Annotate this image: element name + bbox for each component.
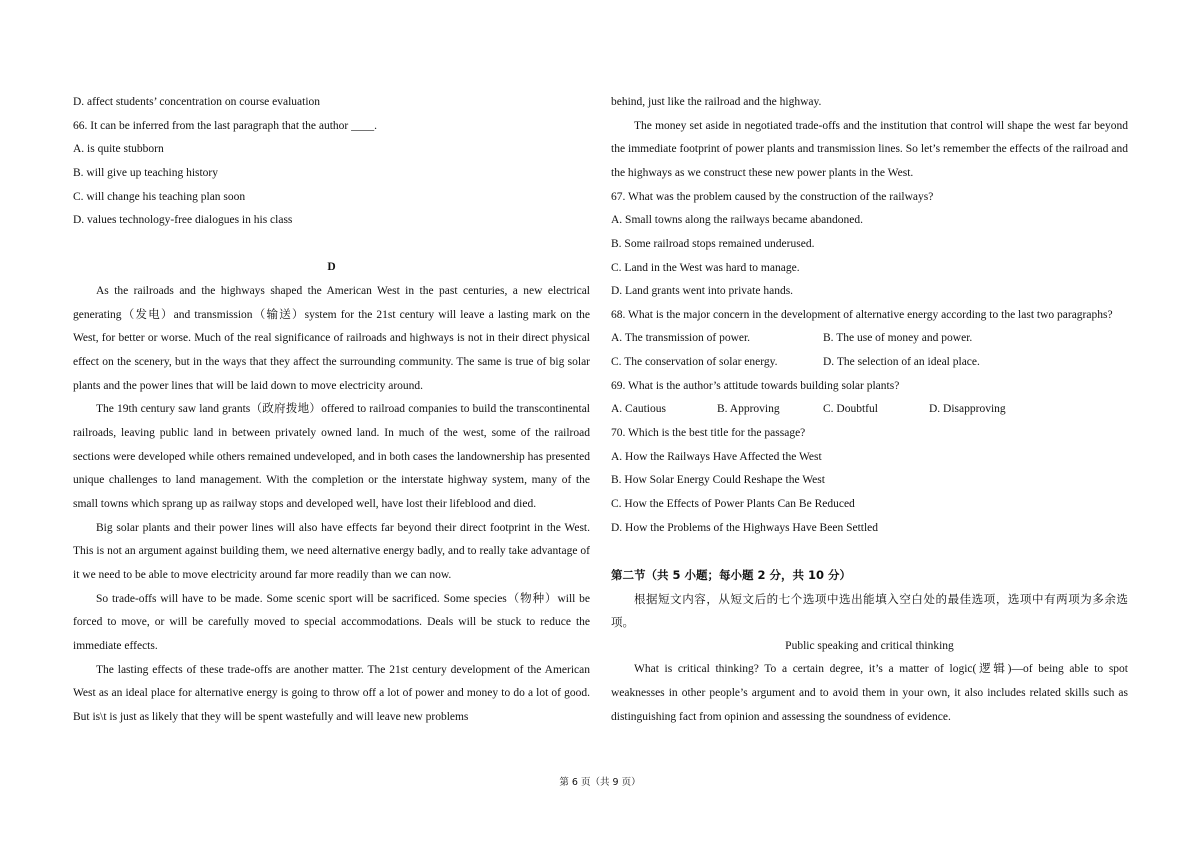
passage-title: Public speaking and critical thinking (785, 639, 954, 652)
passage-letter: D (327, 261, 336, 274)
q70-option-b: B. How Solar Energy Could Reshape the West (611, 474, 825, 487)
q66-stem: 66. It can be inferred from the last paragraph that the author ____. (73, 119, 377, 132)
q68-options-row-2 (611, 351, 1128, 375)
section-2-instruction: 根据短文内容，从短文后的七个选项中选出能填入空白处的最佳选项，选项中有两项为多余选项。 (611, 591, 1128, 630)
q70-option-c: C. How the Effects of Power Plants Can Be Reduced (611, 497, 855, 510)
q66-option-a: A. is quite stubborn (73, 143, 164, 156)
q67-stem: 67. What was the problem caused by the construction of the railways? (611, 190, 934, 203)
passage-paragraph-2: The 19th century saw land grants（政府拨地）offered to railroad companies to build the transcontinental railroads, leaving public land in between privately owned land. In much of the west, some of the railroad sections were developed while others remained undeveloped, and in both cases the landownership has presented unique challenges to land management. With the completion or the interstate highway system, many of the small towns which sprang up as railway stops and developed well, have lost their lifeblood and died. (73, 403, 590, 511)
q69-option-d: D. Disapproving (929, 403, 1006, 416)
passage-paragraph-3: Big solar plants and their power lines will also have effects far beyond their direct footprint in the West. This is not an argument against building them, we need alternative energy badly, and to really take advantage of it we need to be able to move electricity around far more readily than we can now. (73, 521, 590, 581)
left-column (73, 91, 590, 730)
section-2-heading: 第二节（共 5 小题；每小题 2 分，共 10 分） (611, 567, 852, 582)
section-2-paragraph-1: What is critical thinking? To a certain degree, it’s a matter of logic(逻辑)—of being able to spot weaknesses in other people’s argument and to avoid them in your own, it also includes related skills such as distinguishing fact from opinion and assessing the soundness of evidence. (611, 663, 1128, 723)
passage-paragraph-1: As the railroads and the highways shaped the American West in the past centuries, a new electrical generating（发电）and transmission（输送）system for the 21st century will leave a lasting mark on the West, for better or worse. Much of the real significance of railroads and highways is not in their direct physical effect on the scenery, but in the ways that they affect the surrounding community. The same is true of big solar plants and the power lines that will be laid down to move electricity around. (73, 285, 590, 392)
q69-option-c: C. Doubtful (823, 403, 878, 416)
spacer (611, 540, 1128, 564)
q67-option-b: B. Some railroad stops remained underused. (611, 237, 815, 250)
right-column (611, 91, 1128, 729)
passage-paragraph-5: The lasting effects of these trade-offs are another matter. The 21st century development of the American West as an ideal place for alternative energy is going to throw off a lot of power and money to do a lot of good. But is\t is just as likely that they will be spent wastefully and will leave new problems (73, 663, 590, 723)
q69-stem: 69. What is the author’s attitude towards building solar plants? (611, 379, 900, 392)
q68-option-b: B. The use of money and power. (823, 332, 973, 345)
q68-stem: 68. What is the major concern in the development of alternative energy according to the last two paragraphs? (611, 308, 1113, 321)
q69-options-row (611, 398, 1128, 422)
q70-option-d: D. How the Problems of the Highways Have Been Settled (611, 521, 879, 534)
q66-option-d: D. values technology-free dialogues in his class (73, 214, 293, 227)
q70-option-a: A. How the Railways Have Affected the West (611, 450, 822, 463)
q67-option-a: A. Small towns along the railways became abandoned. (611, 214, 863, 227)
q66-option-c: C. will change his teaching plan soon (73, 190, 246, 203)
q69-option-a: A. Cautious (611, 403, 666, 416)
passage-paragraph-6: The money set aside in negotiated trade-offs and the institution that control will shape the west far beyond the immediate footprint of power plants and transmission lines. So let’s remember the effects of the railroad and the highways as we construct these new power plants in the West. (611, 119, 1128, 179)
q68-option-d: D. The selection of an ideal place. (823, 356, 980, 369)
page-footer: 第 6 页（共 9 页） (559, 777, 641, 788)
spacer (73, 233, 590, 257)
q68-options-row-1 (611, 327, 1128, 351)
q69-option-b: B. Approving (717, 403, 780, 416)
q67-option-c: C. Land in the West was hard to manage. (611, 261, 800, 274)
q68-option-a: A. The transmission of power. (611, 332, 751, 345)
q68-option-c: C. The conservation of solar energy. (611, 356, 778, 369)
passage-paragraph-4: So trade-offs will have to be made. Some scenic sport will be sacrificed. Some species（物种）will be forced to move, or will be carefully moved to special accommodations. Deals will be stuck to reduce the immediate effects. (73, 592, 590, 652)
q66-option-b: B. will give up teaching history (73, 166, 219, 179)
passage-continuation: behind, just like the railroad and the highway. (611, 96, 822, 108)
q65-option-d: D. affect students’ concentration on course evaluation (73, 96, 321, 108)
q70-stem: 70. Which is the best title for the passage? (611, 427, 806, 440)
q67-option-d: D. Land grants went into private hands. (611, 285, 794, 298)
